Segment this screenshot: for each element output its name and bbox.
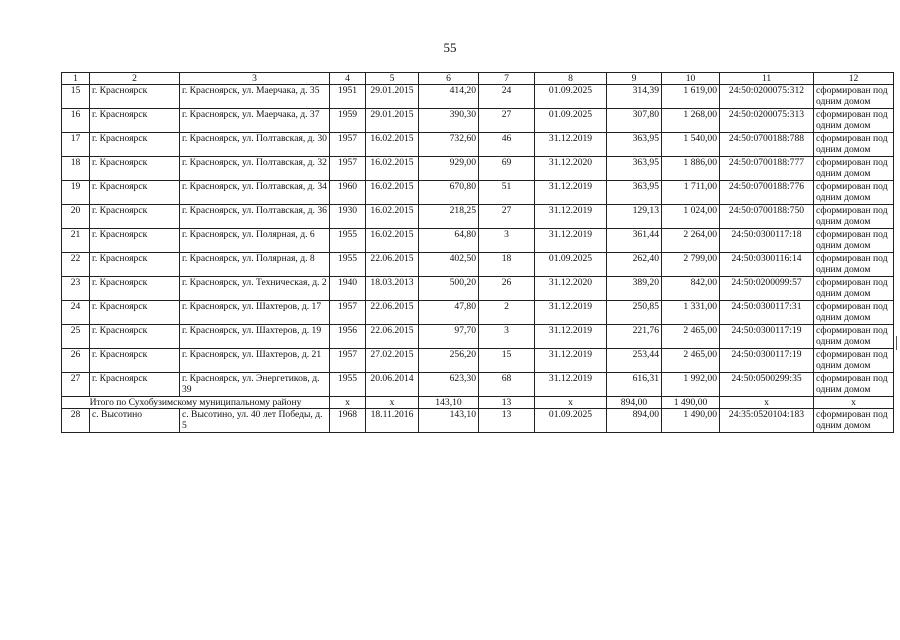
residents-cell: 15 [479, 349, 535, 373]
land-status-cell: сформирован под одним домом [814, 181, 894, 205]
residents-cell: 26 [479, 277, 535, 301]
land-status-cell: сформирован под одним домом [814, 109, 894, 133]
date-cell: 20.06.2014 [366, 373, 419, 397]
table-row [62, 109, 894, 133]
page-number: 55 [443, 40, 457, 55]
area-cell: 390,30 [419, 109, 479, 133]
row-number: 15 [62, 85, 90, 109]
locality-cell: г. Красноярск [90, 205, 180, 229]
locality-cell: с. Высотино [90, 409, 180, 433]
row-number: 20 [62, 205, 90, 229]
deadline-cell: 31.12.2019 [535, 133, 607, 157]
year-cell: 1960 [330, 181, 366, 205]
cost-cell: 363,95 [607, 133, 662, 157]
residents-cell: 3 [479, 229, 535, 253]
row-number: 22 [62, 253, 90, 277]
cost-total-cell: 1 331,00 [662, 301, 720, 325]
table-row [62, 325, 894, 349]
total-cost-cell: 894,00 [607, 397, 662, 409]
cost-cell: 250,85 [607, 301, 662, 325]
cost-cell: 221,76 [607, 325, 662, 349]
row-number: 27 [62, 373, 90, 397]
locality-cell: г. Красноярск [90, 301, 180, 325]
cost-total-cell: 1 992,00 [662, 373, 720, 397]
total-date-cell: x [366, 397, 419, 409]
land-status-cell: сформирован под одним домом [814, 157, 894, 181]
year-cell: 1955 [330, 253, 366, 277]
year-cell: 1956 [330, 325, 366, 349]
date-cell: 22.06.2015 [366, 301, 419, 325]
residents-cell: 2 [479, 301, 535, 325]
area-cell: 414,20 [419, 85, 479, 109]
address-cell: г. Красноярск, ул. Шахтеров, д. 21 [180, 349, 330, 373]
locality-cell: г. Красноярск [90, 133, 180, 157]
locality-cell: г. Красноярск [90, 277, 180, 301]
table-row [62, 181, 894, 205]
cost-cell: 307,80 [607, 109, 662, 133]
cadastre-number-cell: 24:50:0200099:57 [720, 277, 814, 301]
cost-total-cell: 1 711,00 [662, 181, 720, 205]
area-cell: 402,50 [419, 253, 479, 277]
cost-total-cell: 1 886,00 [662, 157, 720, 181]
address-cell: г. Красноярск, ул. Полтавская, д. 32 [180, 157, 330, 181]
date-cell: 16.02.2015 [366, 229, 419, 253]
date-cell: 16.02.2015 [366, 205, 419, 229]
address-cell: г. Красноярск, ул. Шахтеров, д. 17 [180, 301, 330, 325]
cost-cell: 363,95 [607, 157, 662, 181]
locality-cell: г. Красноярск [90, 253, 180, 277]
table-row [62, 409, 894, 433]
column-number: 3 [180, 73, 330, 85]
address-cell: г. Красноярск, ул. Техническая, д. 2 [180, 277, 330, 301]
total-year-cell: x [330, 397, 366, 409]
total-cadastre-cell: x [720, 397, 814, 409]
column-number: 2 [90, 73, 180, 85]
row-number: 18 [62, 157, 90, 181]
year-cell: 1957 [330, 301, 366, 325]
table-row [62, 253, 894, 277]
area-cell: 64,80 [419, 229, 479, 253]
column-number: 8 [535, 73, 607, 85]
total-cost2-cell: 1 490,00 [662, 397, 720, 409]
year-cell: 1968 [330, 409, 366, 433]
row-number: 26 [62, 349, 90, 373]
cost-total-cell: 842,00 [662, 277, 720, 301]
area-cell: 218,25 [419, 205, 479, 229]
land-status-cell: сформирован под одним домом [814, 373, 894, 397]
cost-total-cell: 1 268,00 [662, 109, 720, 133]
cost-cell: 129,13 [607, 205, 662, 229]
cadastre-number-cell: 24:50:0700188:750 [720, 205, 814, 229]
table-row [62, 229, 894, 253]
deadline-cell: 31.12.2019 [535, 181, 607, 205]
locality-cell: г. Красноярск [90, 85, 180, 109]
cadastre-number-cell: 24:50:0500299:35 [720, 373, 814, 397]
area-cell: 623,30 [419, 373, 479, 397]
column-number: 11 [720, 73, 814, 85]
area-cell: 929,00 [419, 157, 479, 181]
table-row [62, 349, 894, 373]
cadastre-number-cell: 24:50:0300117:31 [720, 301, 814, 325]
year-cell: 1940 [330, 277, 366, 301]
deadline-cell: 31.12.2019 [535, 229, 607, 253]
deadline-cell: 31.12.2019 [535, 325, 607, 349]
residents-cell: 27 [479, 205, 535, 229]
cadastre-number-cell: 24:50:0300116:14 [720, 253, 814, 277]
residents-cell: 46 [479, 133, 535, 157]
row-number: 16 [62, 109, 90, 133]
total-people-cell: 13 [479, 397, 535, 409]
year-cell: 1951 [330, 85, 366, 109]
row-number: 17 [62, 133, 90, 157]
address-cell: с. Высотино, ул. 40 лет Победы, д. 5 [180, 409, 330, 433]
date-cell: 22.06.2015 [366, 253, 419, 277]
cadastre-number-cell: 24:35:0520104:183 [720, 409, 814, 433]
cadastre-number-cell: 24:50:0300117:18 [720, 229, 814, 253]
land-status-cell: сформирован под одним домом [814, 253, 894, 277]
year-cell: 1955 [330, 229, 366, 253]
cost-cell: 616,31 [607, 373, 662, 397]
date-cell: 16.02.2015 [366, 133, 419, 157]
cost-total-cell: 2 799,00 [662, 253, 720, 277]
land-status-cell: сформирован под одним домом [814, 277, 894, 301]
row-number: 21 [62, 229, 90, 253]
column-number: 10 [662, 73, 720, 85]
land-status-cell: сформирован под одним домом [814, 133, 894, 157]
residents-cell: 68 [479, 373, 535, 397]
column-number: 5 [366, 73, 419, 85]
land-status-cell: сформирован под одним домом [814, 301, 894, 325]
cadastre-number-cell: 24:50:0200075:312 [720, 85, 814, 109]
address-cell: г. Красноярск, ул. Полярная, д. 8 [180, 253, 330, 277]
year-cell: 1957 [330, 133, 366, 157]
residents-cell: 27 [479, 109, 535, 133]
row-number: 24 [62, 301, 90, 325]
deadline-cell: 31.12.2020 [535, 277, 607, 301]
residents-cell: 13 [479, 409, 535, 433]
row-number: 23 [62, 277, 90, 301]
table-row [62, 373, 894, 397]
locality-cell: г. Красноярск [90, 325, 180, 349]
year-cell: 1957 [330, 349, 366, 373]
land-status-cell: сформирован под одним домом [814, 205, 894, 229]
cadastre-number-cell: 24:50:0200075:313 [720, 109, 814, 133]
total-deadline-cell: x [535, 397, 607, 409]
cost-cell: 253,44 [607, 349, 662, 373]
scan-artifact-line [896, 336, 897, 350]
date-cell: 18.11.2016 [366, 409, 419, 433]
residents-cell: 3 [479, 325, 535, 349]
address-cell: г. Красноярск, ул. Полтавская, д. 30 [180, 133, 330, 157]
deadline-cell: 01.09.2025 [535, 409, 607, 433]
column-number: 7 [479, 73, 535, 85]
cost-cell: 361,44 [607, 229, 662, 253]
cadastre-number-cell: 24:50:0700188:776 [720, 181, 814, 205]
area-cell: 500,20 [419, 277, 479, 301]
table-row [62, 277, 894, 301]
area-cell: 97,70 [419, 325, 479, 349]
year-cell: 1955 [330, 373, 366, 397]
locality-cell: г. Красноярск [90, 157, 180, 181]
land-status-cell: сформирован под одним домом [814, 229, 894, 253]
deadline-cell: 01.09.2025 [535, 253, 607, 277]
locality-cell: г. Красноярск [90, 109, 180, 133]
total-status-cell: x [814, 397, 894, 409]
locality-cell: г. Красноярск [90, 349, 180, 373]
cost-total-cell: 2 465,00 [662, 349, 720, 373]
table-row [62, 133, 894, 157]
cadastre-number-cell: 24:50:0700188:788 [720, 133, 814, 157]
area-cell: 47,80 [419, 301, 479, 325]
cost-total-cell: 1 490,00 [662, 409, 720, 433]
cost-cell: 363,95 [607, 181, 662, 205]
column-number: 1 [62, 73, 90, 85]
table-row [62, 157, 894, 181]
column-number: 6 [419, 73, 479, 85]
cost-total-cell: 2 264,00 [662, 229, 720, 253]
cost-cell: 262,40 [607, 253, 662, 277]
table-row [62, 85, 894, 109]
column-number: 9 [607, 73, 662, 85]
column-number: 12 [814, 73, 894, 85]
residents-cell: 24 [479, 85, 535, 109]
total-area-cell: 143,10 [419, 397, 479, 409]
residents-cell: 51 [479, 181, 535, 205]
row-number: 19 [62, 181, 90, 205]
date-cell: 22.06.2015 [366, 325, 419, 349]
row-number: 25 [62, 325, 90, 349]
year-cell: 1959 [330, 109, 366, 133]
address-cell: г. Красноярск, ул. Энергетиков, д. 39 [180, 373, 330, 397]
locality-cell: г. Красноярск [90, 181, 180, 205]
row-number: 28 [62, 409, 90, 433]
table-row [62, 205, 894, 229]
area-cell: 732,60 [419, 133, 479, 157]
locality-cell: г. Красноярск [90, 373, 180, 397]
deadline-cell: 01.09.2025 [535, 109, 607, 133]
district-total-row [62, 397, 894, 409]
total-label: Итого по Сухобузимскому муниципальному району [62, 397, 330, 409]
cost-cell: 314,39 [607, 85, 662, 109]
area-cell: 256,20 [419, 349, 479, 373]
deadline-cell: 31.12.2019 [535, 301, 607, 325]
area-cell: 670,80 [419, 181, 479, 205]
deadline-cell: 31.12.2019 [535, 205, 607, 229]
cost-cell: 389,20 [607, 277, 662, 301]
address-cell: г. Красноярск, ул. Полтавская, д. 36 [180, 205, 330, 229]
table-row [62, 301, 894, 325]
land-status-cell: сформирован под одним домом [814, 85, 894, 109]
cadastre-number-cell: 24:50:0300117:19 [720, 325, 814, 349]
cost-total-cell: 1 540,00 [662, 133, 720, 157]
cost-total-cell: 1 619,00 [662, 85, 720, 109]
year-cell: 1930 [330, 205, 366, 229]
year-cell: 1957 [330, 157, 366, 181]
date-cell: 29.01.2015 [366, 85, 419, 109]
date-cell: 16.02.2015 [366, 181, 419, 205]
column-number-row [62, 73, 894, 85]
column-number: 4 [330, 73, 366, 85]
address-cell: г. Красноярск, ул. Полтавская, д. 34 [180, 181, 330, 205]
deadline-cell: 31.12.2020 [535, 157, 607, 181]
cadastre-number-cell: 24:50:0300117:19 [720, 349, 814, 373]
date-cell: 29.01.2015 [366, 109, 419, 133]
cost-total-cell: 1 024,00 [662, 205, 720, 229]
deadline-cell: 31.12.2019 [535, 349, 607, 373]
date-cell: 18.03.2013 [366, 277, 419, 301]
housing-registry-table [61, 72, 894, 433]
address-cell: г. Красноярск, ул. Полярная, д. 6 [180, 229, 330, 253]
area-cell: 143,10 [419, 409, 479, 433]
date-cell: 27.02.2015 [366, 349, 419, 373]
address-cell: г. Красноярск, ул. Маерчака, д. 37 [180, 109, 330, 133]
cadastre-number-cell: 24:50:0700188:777 [720, 157, 814, 181]
address-cell: г. Красноярск, ул. Шахтеров, д. 19 [180, 325, 330, 349]
residents-cell: 69 [479, 157, 535, 181]
address-cell: г. Красноярск, ул. Маерчака, д. 35 [180, 85, 330, 109]
date-cell: 16.02.2015 [366, 157, 419, 181]
land-status-cell: сформирован под одним домом [814, 409, 894, 433]
locality-cell: г. Красноярск [90, 229, 180, 253]
deadline-cell: 31.12.2019 [535, 373, 607, 397]
cost-cell: 894,00 [607, 409, 662, 433]
residents-cell: 18 [479, 253, 535, 277]
land-status-cell: сформирован под одним домом [814, 325, 894, 349]
land-status-cell: сформирован под одним домом [814, 349, 894, 373]
cost-total-cell: 2 465,00 [662, 325, 720, 349]
deadline-cell: 01.09.2025 [535, 85, 607, 109]
